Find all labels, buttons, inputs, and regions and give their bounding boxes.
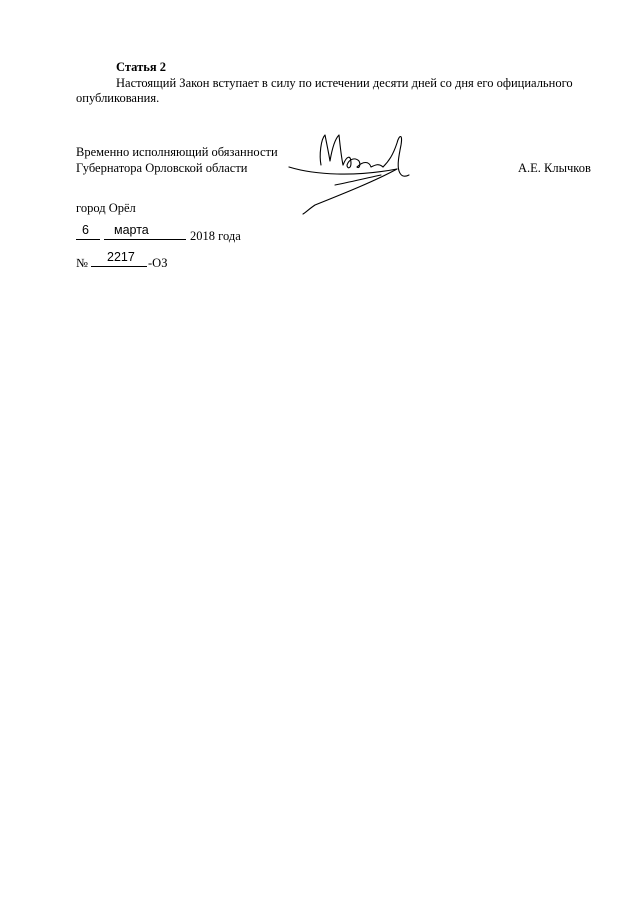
signatory-position-line1: Временно исполняющий обязанности bbox=[76, 145, 278, 159]
date-day-handwritten: 6 bbox=[82, 223, 89, 237]
number-value-handwritten: 2217 bbox=[107, 250, 135, 264]
number-suffix: -ОЗ bbox=[148, 256, 168, 270]
number-sign: № bbox=[76, 256, 88, 270]
article-text-line2: опубликования. bbox=[76, 91, 160, 105]
article-text-line1: Настоящий Закон вступает в силу по истечении десяти дней со дня его официального bbox=[116, 76, 573, 90]
signatory-name: А.Е. Клычков bbox=[518, 161, 591, 175]
date-day-underline bbox=[76, 239, 100, 240]
date-year: 2018 года bbox=[190, 229, 241, 243]
date-month-underline bbox=[104, 239, 186, 240]
signatory-position-line2: Губернатора Орловской области bbox=[76, 161, 248, 175]
number-underline bbox=[91, 266, 147, 267]
article-heading: Статья 2 bbox=[116, 60, 166, 74]
date-month-handwritten: марта bbox=[114, 223, 149, 237]
place-of-signing: город Орёл bbox=[76, 201, 136, 215]
handwritten-signature bbox=[285, 125, 420, 215]
